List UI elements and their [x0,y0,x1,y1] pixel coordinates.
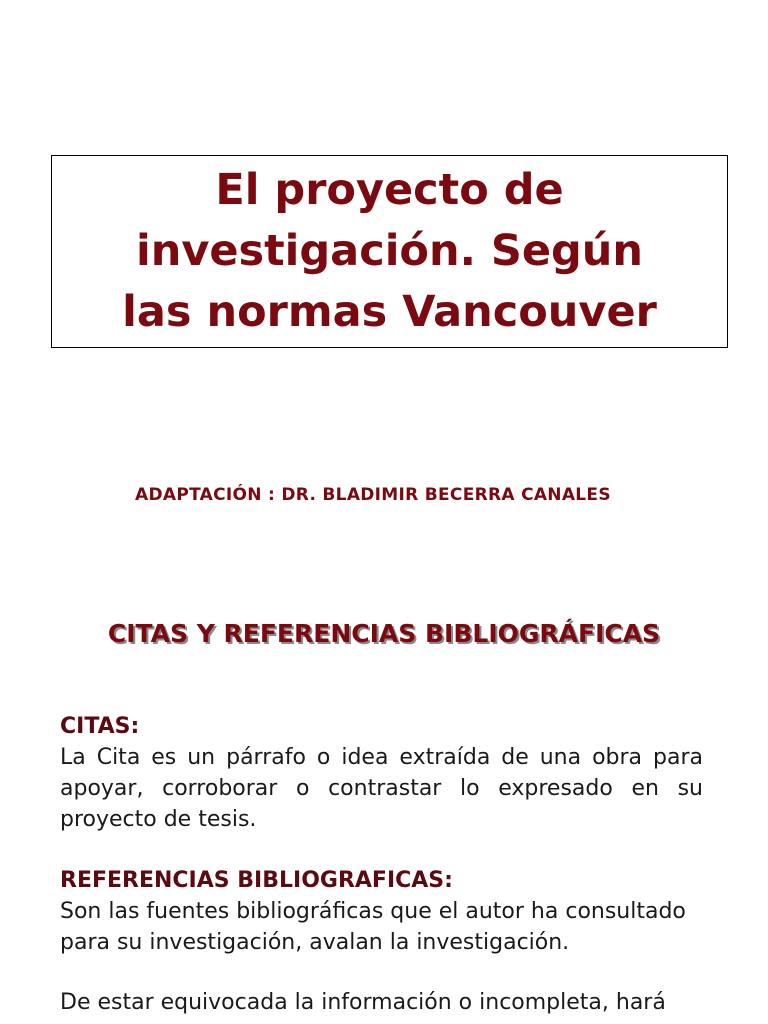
citas-label: CITAS: [60,714,140,739]
section-heading: CITAS Y REFERENCIAS BIBLIOGRÁFICAS [107,619,661,648]
author-credit: ADAPTACIÓN : DR. BLADIMIR BECERRA CANALES [135,485,611,505]
closing-section [60,987,703,1018]
title-line-2: investigación. Según [135,226,644,276]
title-box [51,155,728,348]
closing-text: De estar equivocada la información o incompleta, hará [60,990,666,1015]
referencias-text: Son las fuentes bibliográficas que el autor ha consultado para su investigación, avalan la investigación. [60,899,686,955]
citas-section [60,711,703,835]
referencias-section [60,865,703,958]
title-line-1: El proyecto de [215,165,564,215]
citas-text: La Cita es un párrafo o idea extraída de una obra para apoyar, corroborar o contrastar lo expresado en su proyecto de tesis. [60,745,703,832]
title-line-3: las normas Vancouver [122,287,657,337]
referencias-label: REFERENCIAS BIBLIOGRAFICAS: [60,868,453,893]
